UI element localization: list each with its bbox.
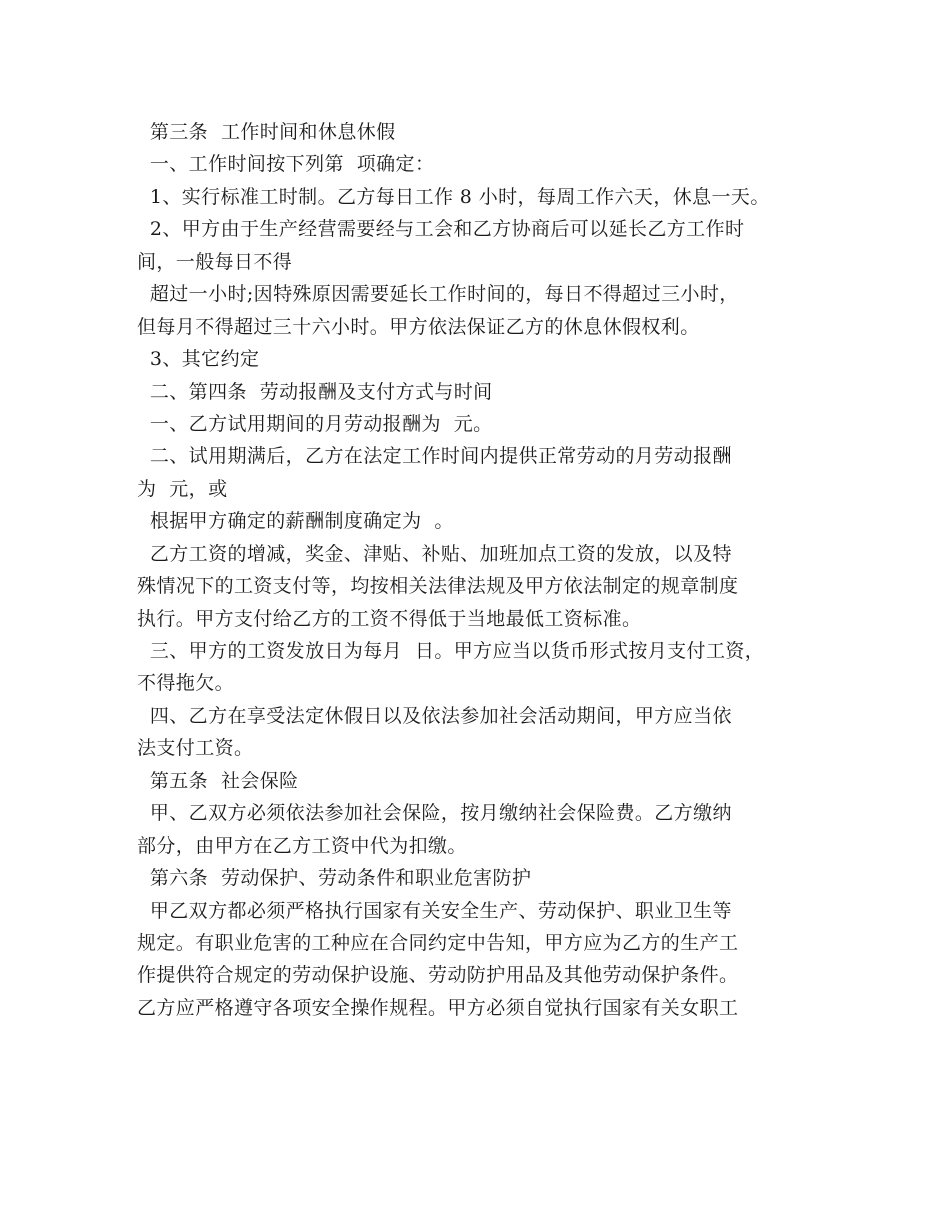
text-line: 三、甲方的工资发放日为每月 日。甲方应当以货币形式按月支付工资， xyxy=(137,640,765,662)
text-line: 部分，由甲方在乙方工资中代为扣缴。 xyxy=(137,834,467,857)
text-line: 规定。有职业危害的工种应在合同约定中告知，甲方应为乙方的生产工 xyxy=(137,931,739,954)
text-line: 作提供符合规定的劳动保护设施、劳动防护用品及其他劳动保护条件。 xyxy=(137,964,739,987)
text-line: 第三条 工作时间和休息休假 xyxy=(137,121,396,143)
text-line: 甲乙双方都必须严格执行国家有关安全生产、劳动保护、职业卫生等 xyxy=(137,899,732,922)
text-line: 一、工作时间按下列第 项确定： xyxy=(137,153,435,176)
text-line: 乙方应严格遵守各项安全操作规程。甲方必须自觉执行国家有关女职工 xyxy=(137,996,739,1019)
text-line: 超过一小时;因特殊原因需要延长工作时间的，每日不得超过三小时， xyxy=(137,283,739,306)
text-line: 第六条 劳动保护、劳动条件和职业危害防护 xyxy=(137,867,532,890)
text-line: 但每月不得超过三十六小时。甲方依法保证乙方的休息休假权利。 xyxy=(137,315,700,338)
document-body xyxy=(137,116,837,1024)
text-line: 殊情况下的工资支付等，均按相关法律法规及甲方依法制定的规章制度 xyxy=(137,575,739,598)
text-line: 根据甲方确定的薪酬制度确定为 。 xyxy=(137,510,454,533)
text-line: 甲、乙双方必须依法参加社会保险，按月缴纳社会保险费。乙方缴纳 xyxy=(137,802,732,825)
text-line: 一、乙方试用期间的月劳动报酬为 元。 xyxy=(137,412,493,435)
text-line: 二、第四条 劳动报酬及支付方式与时间 xyxy=(137,380,493,403)
text-line: 2、甲方由于生产经营需要经与工会和乙方协商后可以延长乙方工作时 xyxy=(137,218,745,241)
text-line: 3、其它约定 xyxy=(137,348,260,371)
text-line: 间，一般每日不得 xyxy=(137,250,293,273)
text-line: 第五条 社会保险 xyxy=(137,769,299,792)
text-line: 乙方工资的增减，奖金、津贴、补贴、加班加点工资的发放，以及特 xyxy=(137,542,732,565)
text-line: 法支付工资。 xyxy=(137,737,254,760)
text-line: 执行。甲方支付给乙方的工资不得低于当地最低工资标准。 xyxy=(137,607,642,630)
text-line: 不得拖欠。 xyxy=(137,672,235,695)
text-line: 1、实行标准工时制。乙方每日工作 8 小时，每周工作六天，休息一天。 xyxy=(137,185,770,208)
text-line: 为 元，或 xyxy=(137,477,228,500)
text-line: 二、试用期满后，乙方在法定工作时间内提供正常劳动的月劳动报酬 xyxy=(137,445,732,468)
text-line: 四、乙方在享受法定休假日以及依法参加社会活动期间，甲方应当依 xyxy=(137,704,732,727)
